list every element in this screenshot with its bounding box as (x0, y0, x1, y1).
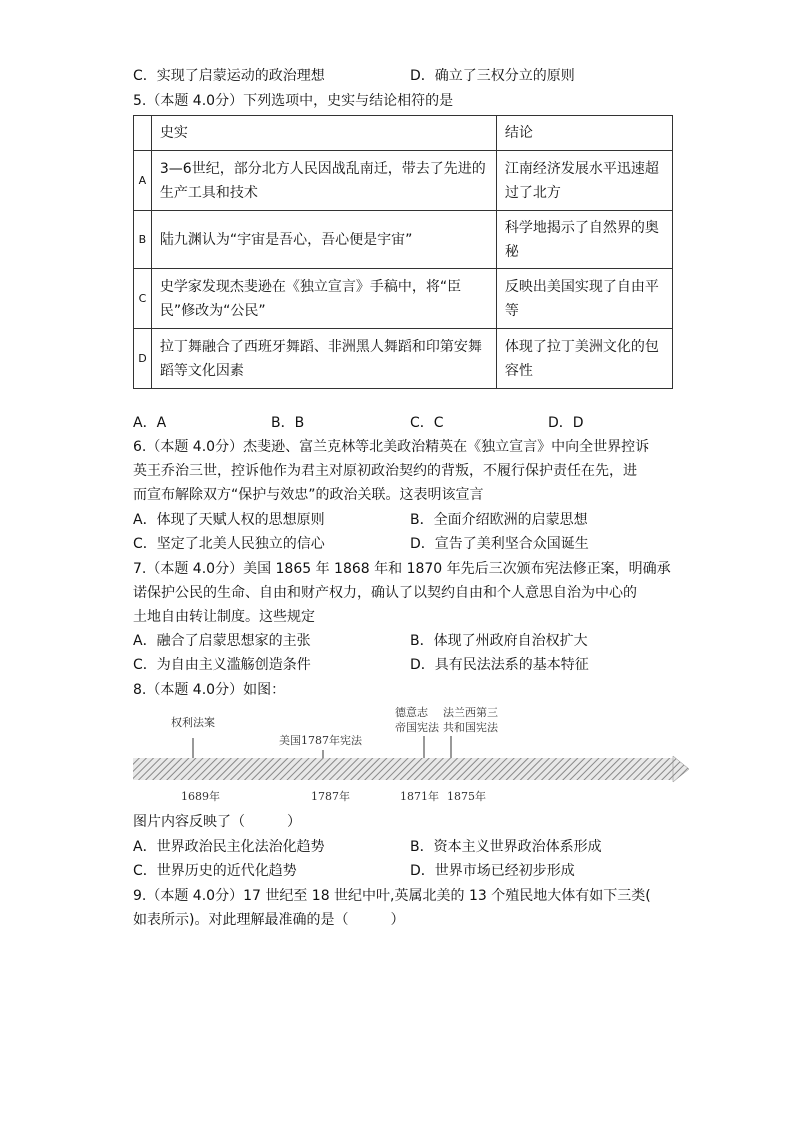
q5-option-b: B．B (271, 415, 305, 431)
row-conclusion: 反映出美国实现了自由平等 (496, 269, 672, 329)
event-year: 1689年 (181, 790, 220, 803)
timeline-arrow (133, 756, 689, 782)
q6-stem-line-3: 而宣布解除双方“保护与效忠”的政治关联。这表明该宣言 (133, 487, 484, 503)
row-conclusion: 江南经济发展水平迅速超过了北方 (496, 151, 672, 211)
q8-option-c: C．世界历史的近代化趋势 (133, 863, 297, 879)
event-year: 1871年 (400, 790, 439, 803)
row-label: D (134, 329, 152, 389)
q7-stem-line-1: 7.（本题 4.0分）美国 1865 年 1868 年和 1870 年先后三次颁布宪法修正案，明确承 (133, 561, 671, 577)
table-row (134, 329, 673, 389)
q5-table (133, 115, 673, 389)
q6-option-a: A．体现了天赋人权的思想原则 (133, 512, 325, 528)
event-year: 1875年 (447, 790, 486, 803)
event-label-line-1: 德意志 (395, 706, 428, 719)
table-header-row (134, 116, 673, 151)
event-german-constitution (395, 705, 440, 803)
event-label-line-1: 法兰西第三 (443, 706, 498, 719)
header-fact: 史实 (151, 116, 496, 151)
q7-option-a: A．融合了启蒙思想家的主张 (133, 633, 311, 649)
q5-stem: 5.（本题 4.0分）下列选项中，史实与结论相符的是 (133, 93, 454, 109)
row-label: C (134, 269, 152, 329)
q8-after: 图片内容反映了（ ） (133, 814, 301, 830)
row-conclusion: 体现了拉丁美洲文化的包容性 (496, 329, 672, 389)
header-conclusion: 结论 (496, 116, 672, 151)
q6-option-d: D．宣告了美利坚合众国诞生 (410, 536, 589, 552)
q6-option-c: C．坚定了北美人民独立的信心 (133, 536, 325, 552)
q6-stem-line-1: 6.（本题 4.0分）杰斐逊、富兰克林等北美政治精英在《独立宣言》中向全世界控诉 (133, 439, 650, 455)
row-label: A (134, 151, 152, 211)
row-fact: 史学家发现杰斐逊在《独立宣言》手稿中，将“臣民”修改为“公民” (151, 269, 496, 329)
q7-stem-line-3: 土地自由转让制度。这些规定 (133, 609, 315, 625)
q8-option-b: B．资本主义世界政治体系形成 (410, 839, 602, 855)
event-label: 权利法案 (171, 716, 215, 729)
q5-option-c: C．C (410, 415, 444, 431)
row-label: B (134, 211, 152, 269)
q9-stem-line-2: 如表所示)。对此理解最准确的是（ ） (133, 912, 405, 928)
table-row (134, 211, 673, 269)
q4-option-d: D．确立了三权分立的原则 (410, 68, 575, 84)
row-fact: 拉丁舞融合了西班牙舞蹈、非洲黑人舞蹈和印第安舞蹈等文化因素 (151, 329, 496, 389)
event-year: 1787年 (311, 790, 350, 803)
q7-option-b: B．体现了州政府自治权扩大 (410, 633, 588, 649)
constitution-timeline (133, 700, 693, 810)
q6-stem-line-2: 英王乔治三世，控诉他作为君主对原初政治契约的背叛，不履行保护责任在先，进 (133, 463, 637, 479)
table-row (134, 269, 673, 329)
q8-option-a: A．世界政治民主化法治化趋势 (133, 839, 325, 855)
row-fact: 陆九渊认为“宇宙是吾心，吾心便是宇宙” (151, 211, 496, 269)
q7-stem-line-2: 诺保护公民的生命、自由和财产权力，确认了以契约自由和个人意思自治为中心的 (133, 585, 637, 601)
q8-option-d: D．世界市场已经初步形成 (410, 863, 575, 879)
q4-option-c: C．实现了启蒙运动的政治理想 (133, 68, 325, 84)
event-label-line-2: 帝国宪法 (395, 721, 439, 734)
row-fact: 3—6世纪，部分北方人民因战乱南迁，带去了先进的生产工具和技术 (151, 151, 496, 211)
q7-option-c: C．为自由主义滥觞创造条件 (133, 657, 311, 673)
q5-option-d: D．D (548, 415, 584, 431)
event-label: 美国1787年宪法 (279, 734, 362, 747)
event-label-line-2: 共和国宪法 (443, 721, 498, 734)
event-french-constitution (443, 705, 499, 803)
table-row (134, 151, 673, 211)
q8-stem: 8.（本题 4.0分）如图： (133, 682, 286, 698)
q7-option-d: D．具有民法法系的基本特征 (410, 657, 589, 673)
row-conclusion: 科学地揭示了自然界的奥秘 (496, 211, 672, 269)
q6-option-b: B．全面介绍欧洲的启蒙思想 (410, 512, 588, 528)
q5-option-a: A．A (133, 415, 167, 431)
q9-stem-line-1: 9.（本题 4.0分）17 世纪至 18 世纪中叶,英属北美的 13 个殖民地大体有如下三类( (133, 888, 651, 904)
